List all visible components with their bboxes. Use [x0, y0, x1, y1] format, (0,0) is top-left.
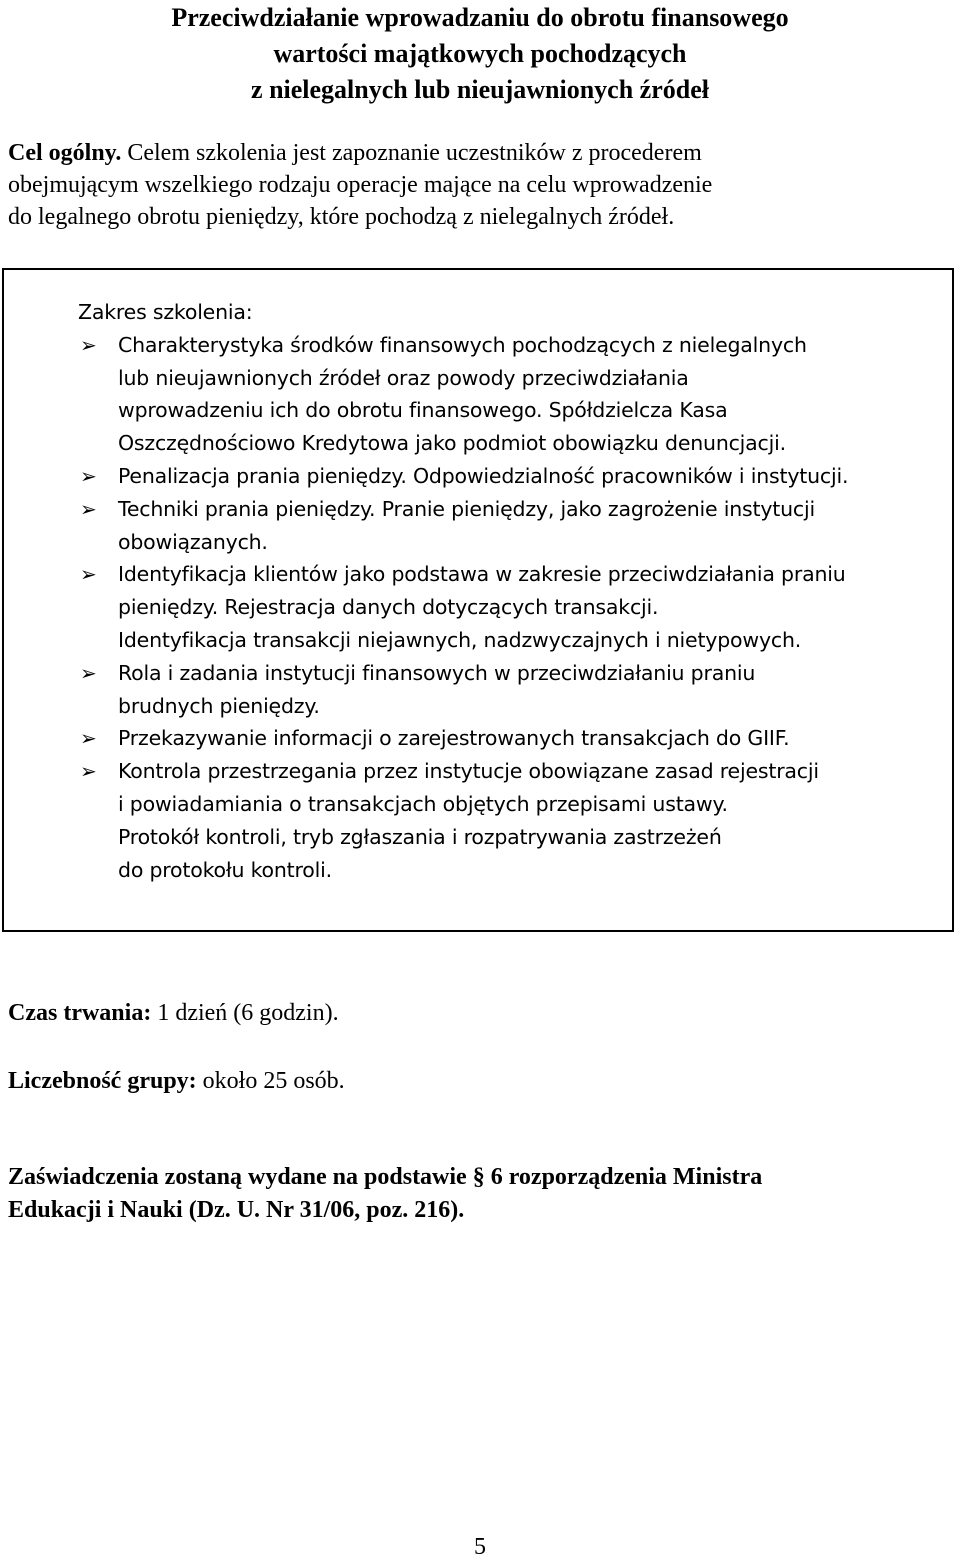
title-line: wartości majątkowych pochodzących [273, 39, 687, 68]
document-title [0, 0, 960, 108]
scope-item-line: Charakterystyka środków finansowych pochodzących z nielegalnych [118, 332, 807, 357]
scope-item-line: do protokołu kontroli. [118, 857, 332, 882]
general-goal-paragraph [8, 137, 953, 233]
scope-item-line: Przekazywanie informacji o zarejestrowanych transakcjach do GIIF. [118, 726, 790, 751]
scope-item-line: brudnych pieniędzy. [118, 693, 320, 718]
scope-list-item [78, 329, 954, 460]
scope-list-item [78, 657, 954, 723]
duration-label: Czas trwania: [8, 1000, 152, 1026]
arrow-bullet-icon: ➢ [80, 332, 97, 357]
certificates-line: Edukacji i Nauki (Dz. U. Nr 31/06, poz. 216). [8, 1197, 465, 1223]
scope-item-line: Protokół kontroli, tryb zgłaszania i rozpatrywania zastrzeżeń [118, 824, 722, 849]
scope-item-line: Kontrola przestrzegania przez instytucje obowiązane zasad rejestracji [118, 759, 819, 784]
arrow-bullet-icon: ➢ [80, 660, 97, 685]
arrow-bullet-icon: ➢ [80, 759, 97, 784]
scope-list-item [78, 460, 954, 493]
scope-list-item [78, 722, 954, 755]
scope-item-line: Rola i zadania instytucji finansowych w przeciwdziałaniu praniu [118, 660, 756, 685]
general-goal-text-line: Celem szkolenia jest zapoznanie uczestników z procederem [121, 140, 702, 166]
scope-item-line: Techniki prania pieniędzy. Pranie pieniędzy, jako zagrożenie instytucji [118, 496, 815, 521]
duration-value: 1 dzień (6 godzin). [151, 1000, 339, 1026]
page-number: 5 [474, 1534, 486, 1560]
scope-item-line: lub nieujawnionych źródeł oraz powody przeciwdziałania [118, 365, 689, 390]
scope-item-line: Identyfikacja klientów jako podstawa w zakresie przeciwdziałania praniu [118, 562, 846, 587]
scope-item-line: i powiadamiania o transakcjach objętych przepisami ustawy. [118, 791, 728, 816]
title-line: Przeciwdziałanie wprowadzaniu do obrotu finansowego [171, 3, 789, 32]
arrow-bullet-icon: ➢ [80, 726, 97, 751]
general-goal-label: Cel ogólny. [8, 140, 122, 166]
scope-list-item [78, 755, 954, 886]
general-goal-text-line: do legalnego obrotu pieniędzy, które pochodzą z nielegalnych źródeł. [8, 204, 675, 230]
title-line: z nielegalnych lub nieujawnionych źródeł [251, 75, 709, 104]
arrow-bullet-icon: ➢ [80, 463, 97, 488]
scope-item-line: obowiązanych. [118, 529, 268, 554]
scope-item-line: wprowadzeniu ich do obrotu finansowego. Spółdzielcza Kasa [118, 398, 728, 423]
group-size-value: około 25 osób. [196, 1068, 345, 1094]
scope-list-item [78, 493, 954, 559]
arrow-bullet-icon: ➢ [80, 496, 97, 521]
training-scope-heading: Zakres szkolenia: [78, 300, 253, 324]
scope-item-line: Penalizacja prania pieniędzy. Odpowiedzialność pracowników i instytucji. [118, 463, 849, 488]
group-size-line [8, 1065, 953, 1097]
general-goal-text-line: obejmującym wszelkiego rodzaju operacje mające na celu wprowadzenie [8, 172, 713, 198]
certificates-note [8, 1161, 953, 1227]
scope-item-line: Identyfikacja transakcji niejawnych, nadzwyczajnych i nietypowych. [118, 627, 802, 652]
scope-list-item [78, 558, 954, 656]
scope-item-line: pieniędzy. Rejestracja danych dotyczących transakcji. [118, 595, 659, 620]
duration-line [8, 997, 953, 1029]
arrow-bullet-icon: ➢ [80, 562, 97, 587]
scope-item-line: Oszczędnościowo Kredytowa jako podmiot obowiązku denuncjacji. [118, 431, 786, 456]
certificates-line: Zaświadczenia zostaną wydane na podstawie § 6 rozporządzenia Ministra [8, 1164, 763, 1190]
group-size-label: Liczebność grupy: [8, 1068, 197, 1094]
training-scope-content [78, 296, 954, 886]
